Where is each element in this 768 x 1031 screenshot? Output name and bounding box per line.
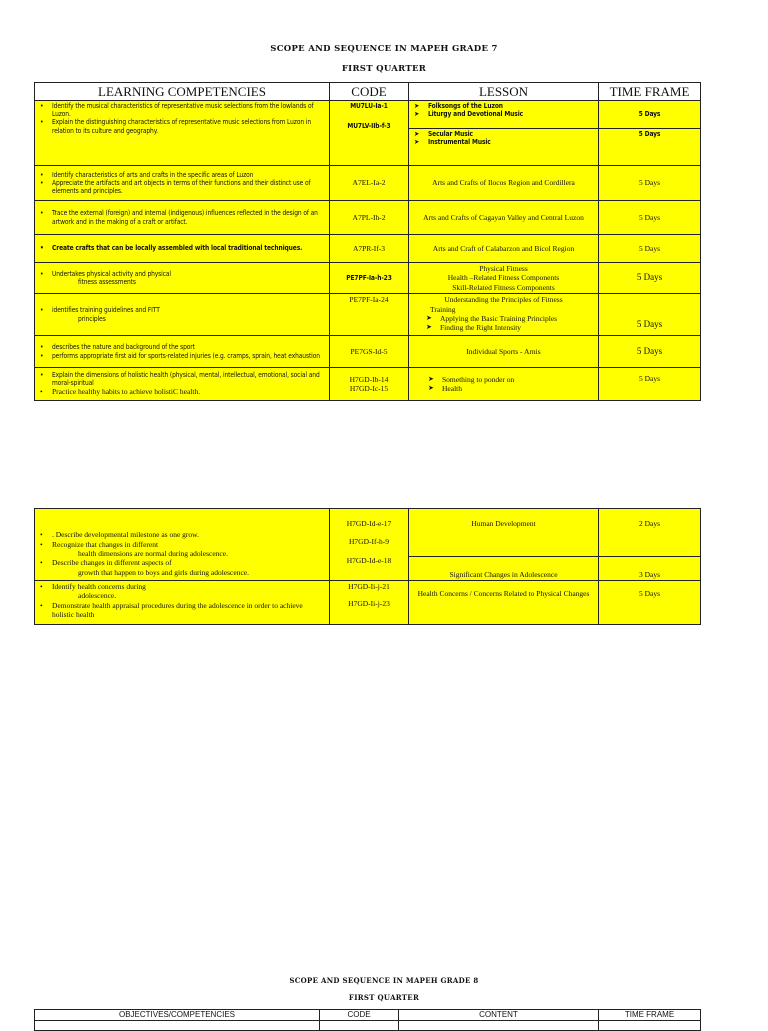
table-row [35, 294, 701, 336]
header-code: CODE [330, 83, 409, 101]
code-cell: A7EL-Ia-2 [330, 166, 409, 201]
lesson-cell: Understanding the Principles of Fitness Training ➤ Applying the Basic Training Principles ➤ Finding the Right Intensity [409, 294, 599, 336]
table-cell [320, 1021, 399, 1031]
header-lesson: LESSON [409, 83, 599, 101]
table-row [35, 581, 701, 625]
table-row [35, 263, 701, 294]
table-row [35, 509, 701, 557]
quarter-subtitle-grade8: FIRST QUARTER [348, 993, 420, 1002]
competency-cell: • Explain the dimensions of holistic health (physical, mental, intellectual, emotional, social and moral-spiritual • Practice healthy habits to achieve holistiC health. [35, 368, 330, 401]
table-row [35, 166, 701, 201]
time-cell: 3 Days [599, 557, 701, 581]
lesson-cell: Physical Fitness Health –Related Fitness Components Skill-Related Fitness Components [409, 263, 599, 294]
list-item: • Explain the distinguishing characteristics of representative music selections from Luzon in relation to its culture and geography. [52, 118, 326, 134]
grade8-scope-table [34, 1009, 701, 1031]
lesson-cell: Health Concerns / Concerns Related to Physical Changes [409, 581, 599, 625]
header-time-frame: TIME FRAME [599, 1010, 701, 1021]
code-cell: H7GD-Ib-14 H7GD-Ic-15 [330, 368, 409, 401]
quarter-subtitle-grade7: FIRST QUARTER [341, 64, 427, 74]
competency-cell: • Identify characteristics of arts and crafts in the specific areas of Luzon • Appreciate the artifacts and art objects in terms of their functions and their distinct use of elements and principles. [35, 166, 330, 201]
competency-cell: • Undertakes physical activity and physical fitness assessments [35, 263, 330, 294]
time-cell: 5 Days [599, 368, 701, 401]
lesson-cell: Individual Sports - Arnis [409, 336, 599, 368]
code-cell: A7PL-Ih-2 [330, 201, 409, 235]
page-title-grade7: SCOPE AND SEQUENCE IN MAPEH GRADE 7 [270, 44, 498, 54]
lesson-cell: Arts and Craft of Calabarzon and Bicol Region [409, 235, 599, 263]
time-cell: 5 Days [599, 101, 701, 129]
code-cell: H7GD-Id-e-17 H7GD-If-h-9 H7GD-Id-e-18 [330, 509, 409, 581]
time-cell: 5 Days [599, 336, 701, 368]
table-row [35, 336, 701, 368]
code-cell: MU7LU-Ia-1 MU7LV-IIb-f-3 [330, 101, 409, 166]
time-cell: 5 Days [599, 235, 701, 263]
competency-cell: • . Describe developmental milestone as one grow. • Recognize that changes in different health dimensions are normal during adolescence. • Describe changes in different aspects of growth that happen to boys and girls during adolescence. [35, 509, 330, 581]
header-learning-competencies: LEARNING COMPETENCIES [35, 83, 330, 101]
header-time-frame: TIME FRAME [599, 83, 701, 101]
time-cell: 2 Days [599, 509, 701, 557]
lesson-cell: Arts and Crafts of Cagayan Valley and Central Luzon [409, 201, 599, 235]
code-cell: H7GD-Ii-j-21 H7GD-Ii-j-23 [330, 581, 409, 625]
competency-cell: • identifies training guidelines and FITT principles [35, 294, 330, 336]
header-code: CODE [320, 1010, 399, 1021]
list-item: • Identify the musical characteristics of representative music selections from the lowlands of Luzon. [52, 102, 326, 118]
time-cell: 5 Days [599, 166, 701, 201]
page-title-grade8: SCOPE AND SEQUENCE IN MAPEH GRADE 8 [289, 976, 479, 985]
code-cell: PE7PF-Ia-h-23 [330, 263, 409, 294]
table-row [35, 368, 701, 401]
time-cell: 5 Days [599, 294, 701, 336]
competency-cell: • Identify health concerns during adolescence. • Demonstrate health appraisal procedures during the adolescence in order to achieve holistic health [35, 581, 330, 625]
grade7-scope-table [34, 82, 701, 401]
time-cell: 5 Days [599, 581, 701, 625]
table-cell [599, 1021, 701, 1031]
table-cell [35, 1021, 320, 1031]
time-cell: 5 Days [599, 263, 701, 294]
lesson-cell: Significant Changes in Adolescence [409, 557, 599, 581]
code-cell: A7PR-If-3 [330, 235, 409, 263]
table-cell [399, 1021, 599, 1031]
competency-cell [35, 101, 330, 166]
competency-cell: • Trace the external (foreign) and internal (indigenous) influences reflected in the design of an artwork and in the making of a craft or artifact. [35, 201, 330, 235]
lesson-cell: Human Development [409, 509, 599, 557]
table-row [35, 101, 701, 129]
time-cell: 5 Days [599, 129, 701, 166]
code-cell: PE7PF-Ia-24 [330, 294, 409, 336]
competency-cell: • Create crafts that can be locally assembled with local traditional techniques. [35, 235, 330, 263]
lesson-cell: ➤ Folksongs of the Luzon ➤ Liturgy and Devotional Music [409, 101, 599, 129]
table-row [35, 201, 701, 235]
table-row [35, 235, 701, 263]
lesson-cell: Arts and Crafts of Ilocos Region and Cordillera [409, 166, 599, 201]
lesson-cell: ➤ Something to ponder on ➤ Health [409, 368, 599, 401]
health-development-table [34, 508, 701, 625]
time-cell: 5 Days [599, 201, 701, 235]
header-content: CONTENT [399, 1010, 599, 1021]
code-cell: PE7GS-Id-5 [330, 336, 409, 368]
competency-cell: • describes the nature and background of the sport • performs appropriate first aid for sports-related injuries (e.g. cramps, sprain, heat exhaustion [35, 336, 330, 368]
lesson-cell: ➤ Secular Music ➤ Instrumental Music [409, 129, 599, 166]
header-objectives-competencies: OBJECTIVES/COMPETENCIES [35, 1010, 320, 1021]
